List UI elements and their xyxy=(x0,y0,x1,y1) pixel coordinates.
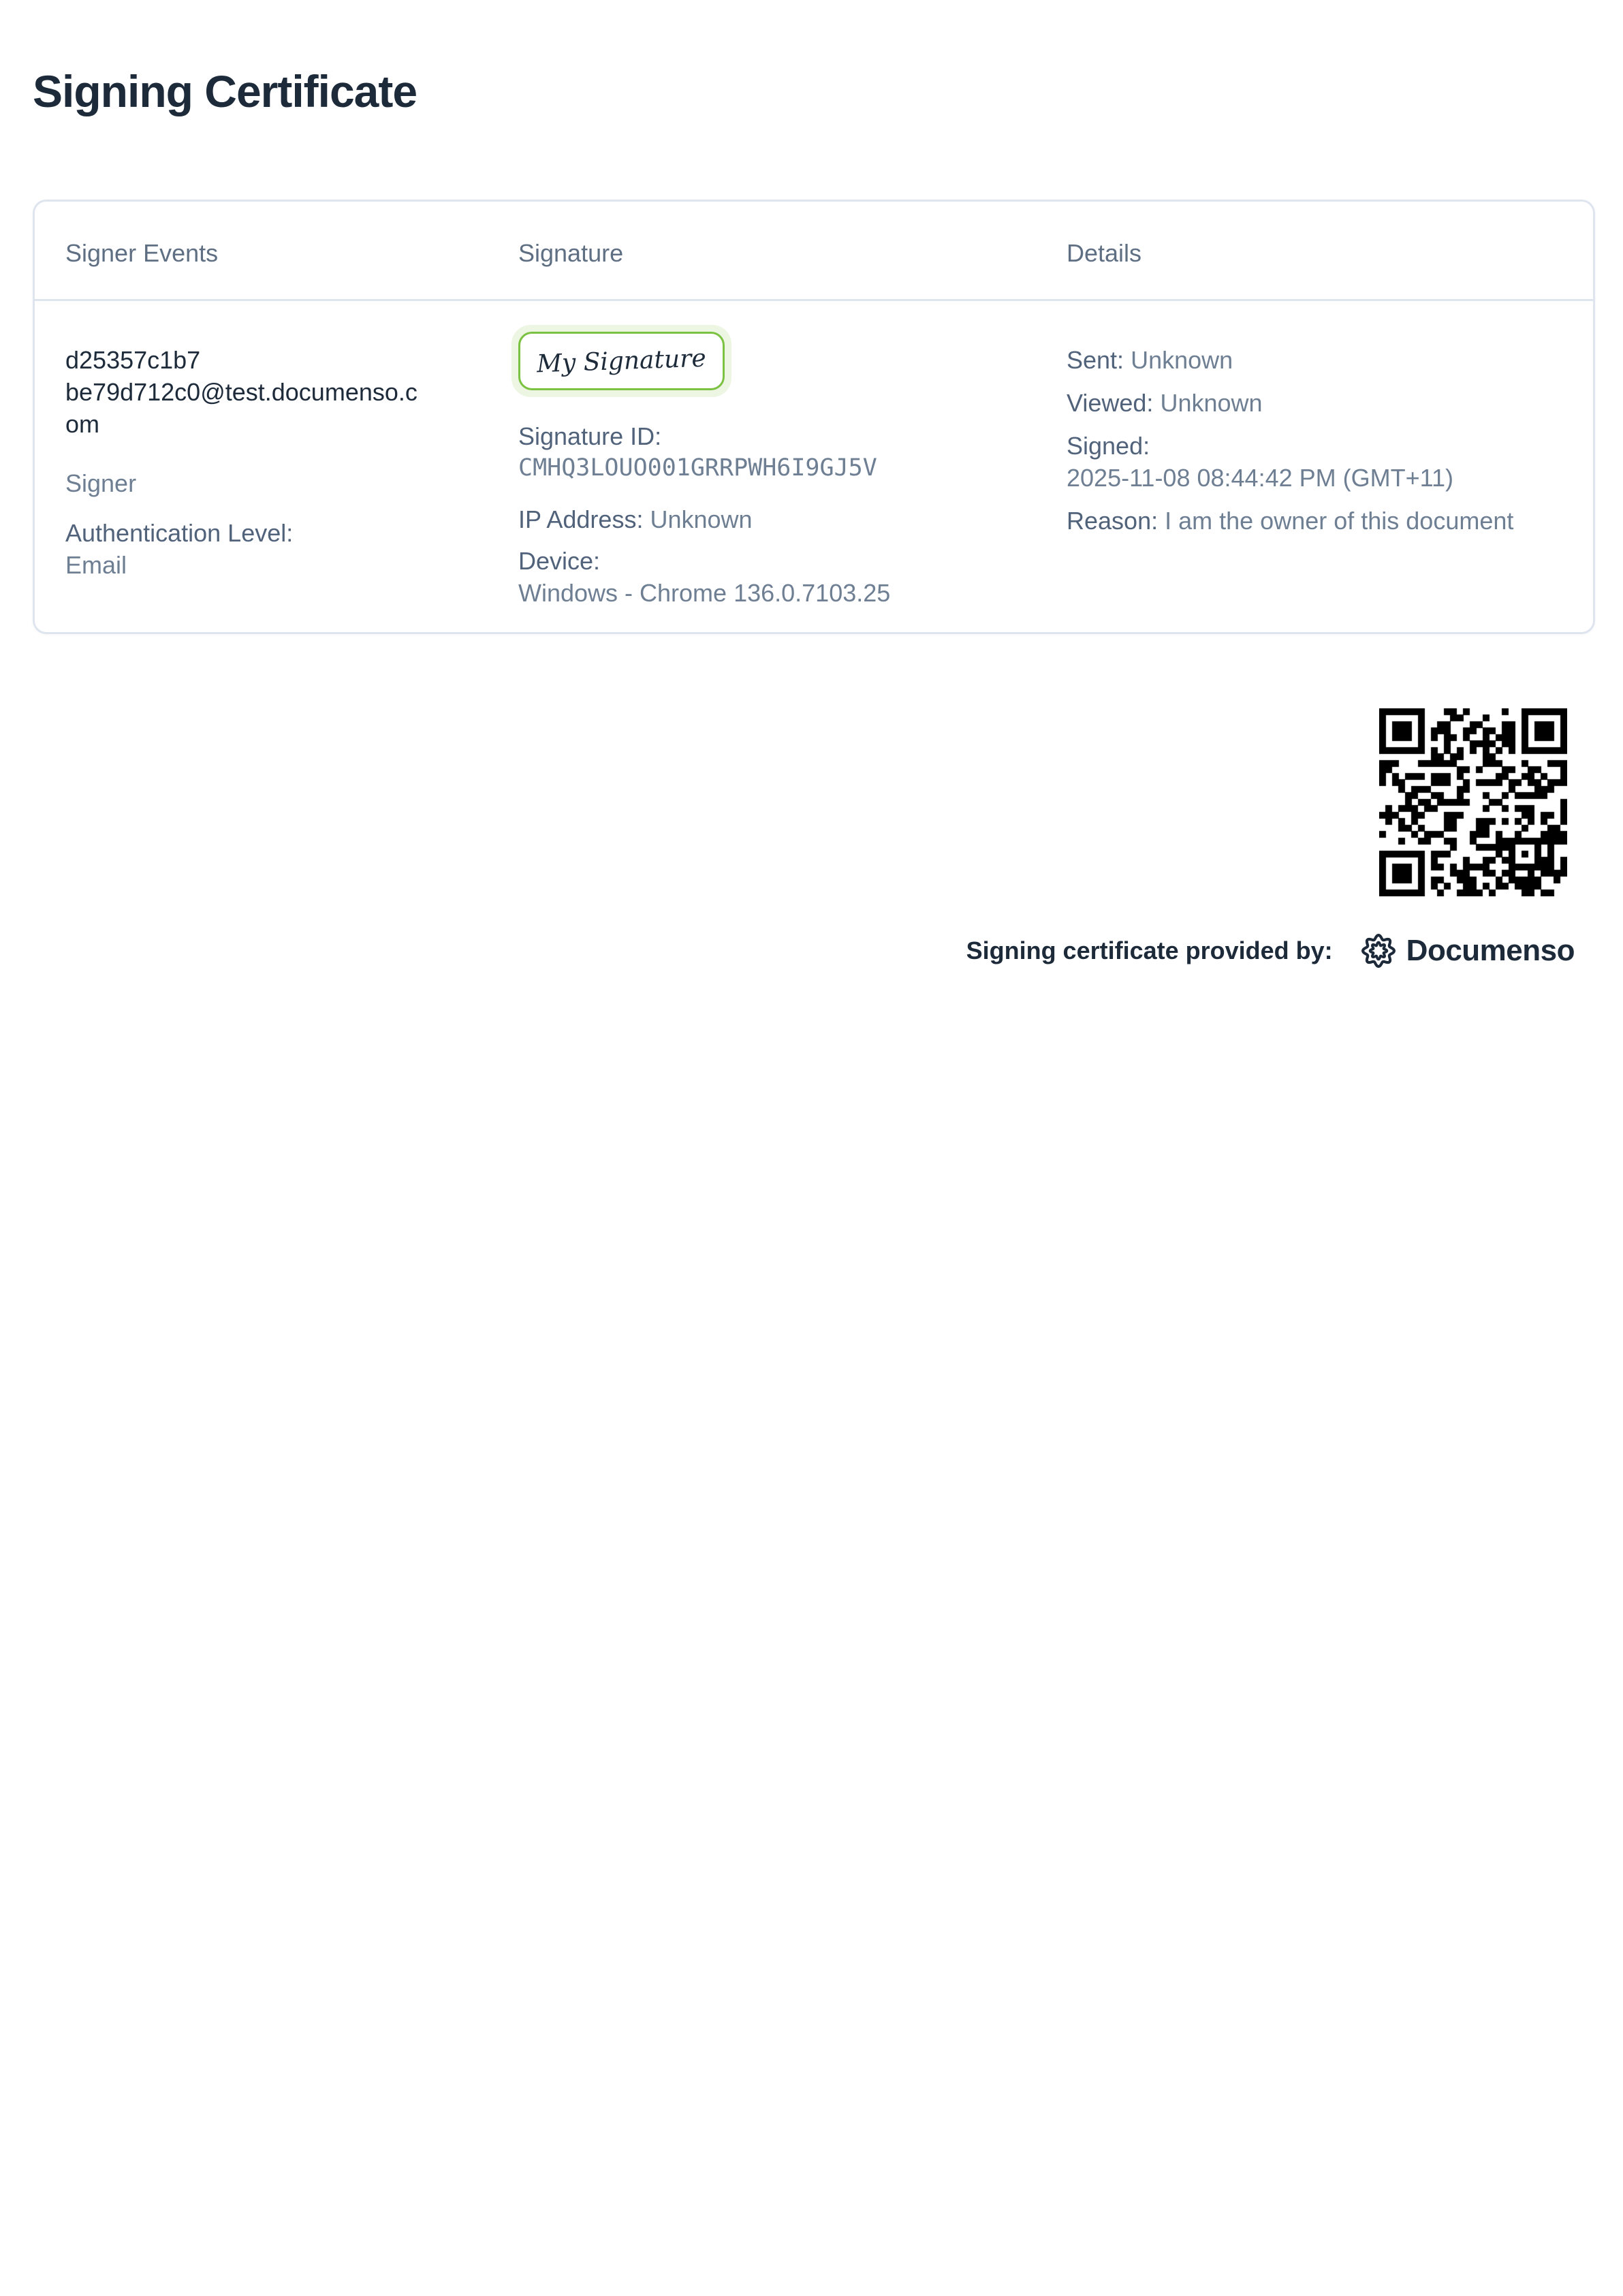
documenso-logo-icon xyxy=(1361,934,1396,968)
signature-id-value: CMHQ3LOUO001GRRPWH6I9GJ5V xyxy=(518,454,877,482)
device-label: Device: xyxy=(518,547,601,575)
provided-by-row xyxy=(33,934,1595,968)
column-header-details: Details xyxy=(1067,239,1142,267)
signature-cell xyxy=(518,325,1067,609)
signer-identity xyxy=(65,344,518,440)
documenso-wordmark: Documenso xyxy=(1406,934,1575,967)
signer-email: be79d712c0@test.documenso.com xyxy=(65,378,417,438)
viewed-value: Unknown xyxy=(1160,389,1263,417)
signature-id-label: Signature ID: xyxy=(518,422,662,450)
authentication-level-block xyxy=(65,517,518,581)
auth-level-label: Authentication Level: xyxy=(65,519,294,547)
signed-block xyxy=(1067,430,1562,494)
table-header-row xyxy=(35,202,1593,299)
column-header-signer-events: Signer Events xyxy=(65,239,219,267)
signer-role: Signer xyxy=(65,469,137,497)
certificate-page xyxy=(0,0,1623,968)
signed-label: Signed: xyxy=(1067,432,1150,460)
sent-block xyxy=(1067,344,1562,376)
auth-level-value: Email xyxy=(65,551,127,579)
ip-address-block xyxy=(518,503,1067,535)
viewed-block xyxy=(1067,387,1562,419)
signature-text: My Signature xyxy=(536,344,707,378)
table-row xyxy=(35,299,1593,632)
column-header-signature: Signature xyxy=(518,239,624,267)
signature-image xyxy=(511,325,731,397)
qr-code xyxy=(1379,708,1567,896)
ip-address-label: IP Address: xyxy=(518,505,644,533)
reason-block xyxy=(1067,505,1562,537)
details-cell xyxy=(1067,325,1562,609)
viewed-label: Viewed: xyxy=(1067,389,1154,417)
signature-image-frame xyxy=(518,332,725,390)
signed-value: 2025-11-08 08:44:42 PM (GMT+11) xyxy=(1067,464,1453,492)
signer-name: d25357c1b7 xyxy=(65,346,201,374)
reason-label: Reason: xyxy=(1067,507,1159,535)
qr-code-row xyxy=(33,708,1595,896)
ip-address-value: Unknown xyxy=(650,505,753,533)
signer-events-card xyxy=(33,200,1595,634)
documenso-brand xyxy=(1361,934,1575,968)
reason-value: I am the owner of this document xyxy=(1165,507,1514,535)
sent-value: Unknown xyxy=(1131,346,1233,374)
sent-label: Sent: xyxy=(1067,346,1124,374)
device-value: Windows - Chrome 136.0.7103.25 xyxy=(518,579,891,607)
page-title: Signing Certificate xyxy=(33,66,417,116)
provided-by-text: Signing certificate provided by: xyxy=(966,937,1333,964)
signature-id-block xyxy=(518,420,1067,484)
device-block xyxy=(518,545,1067,609)
signer-events-cell xyxy=(65,325,518,609)
